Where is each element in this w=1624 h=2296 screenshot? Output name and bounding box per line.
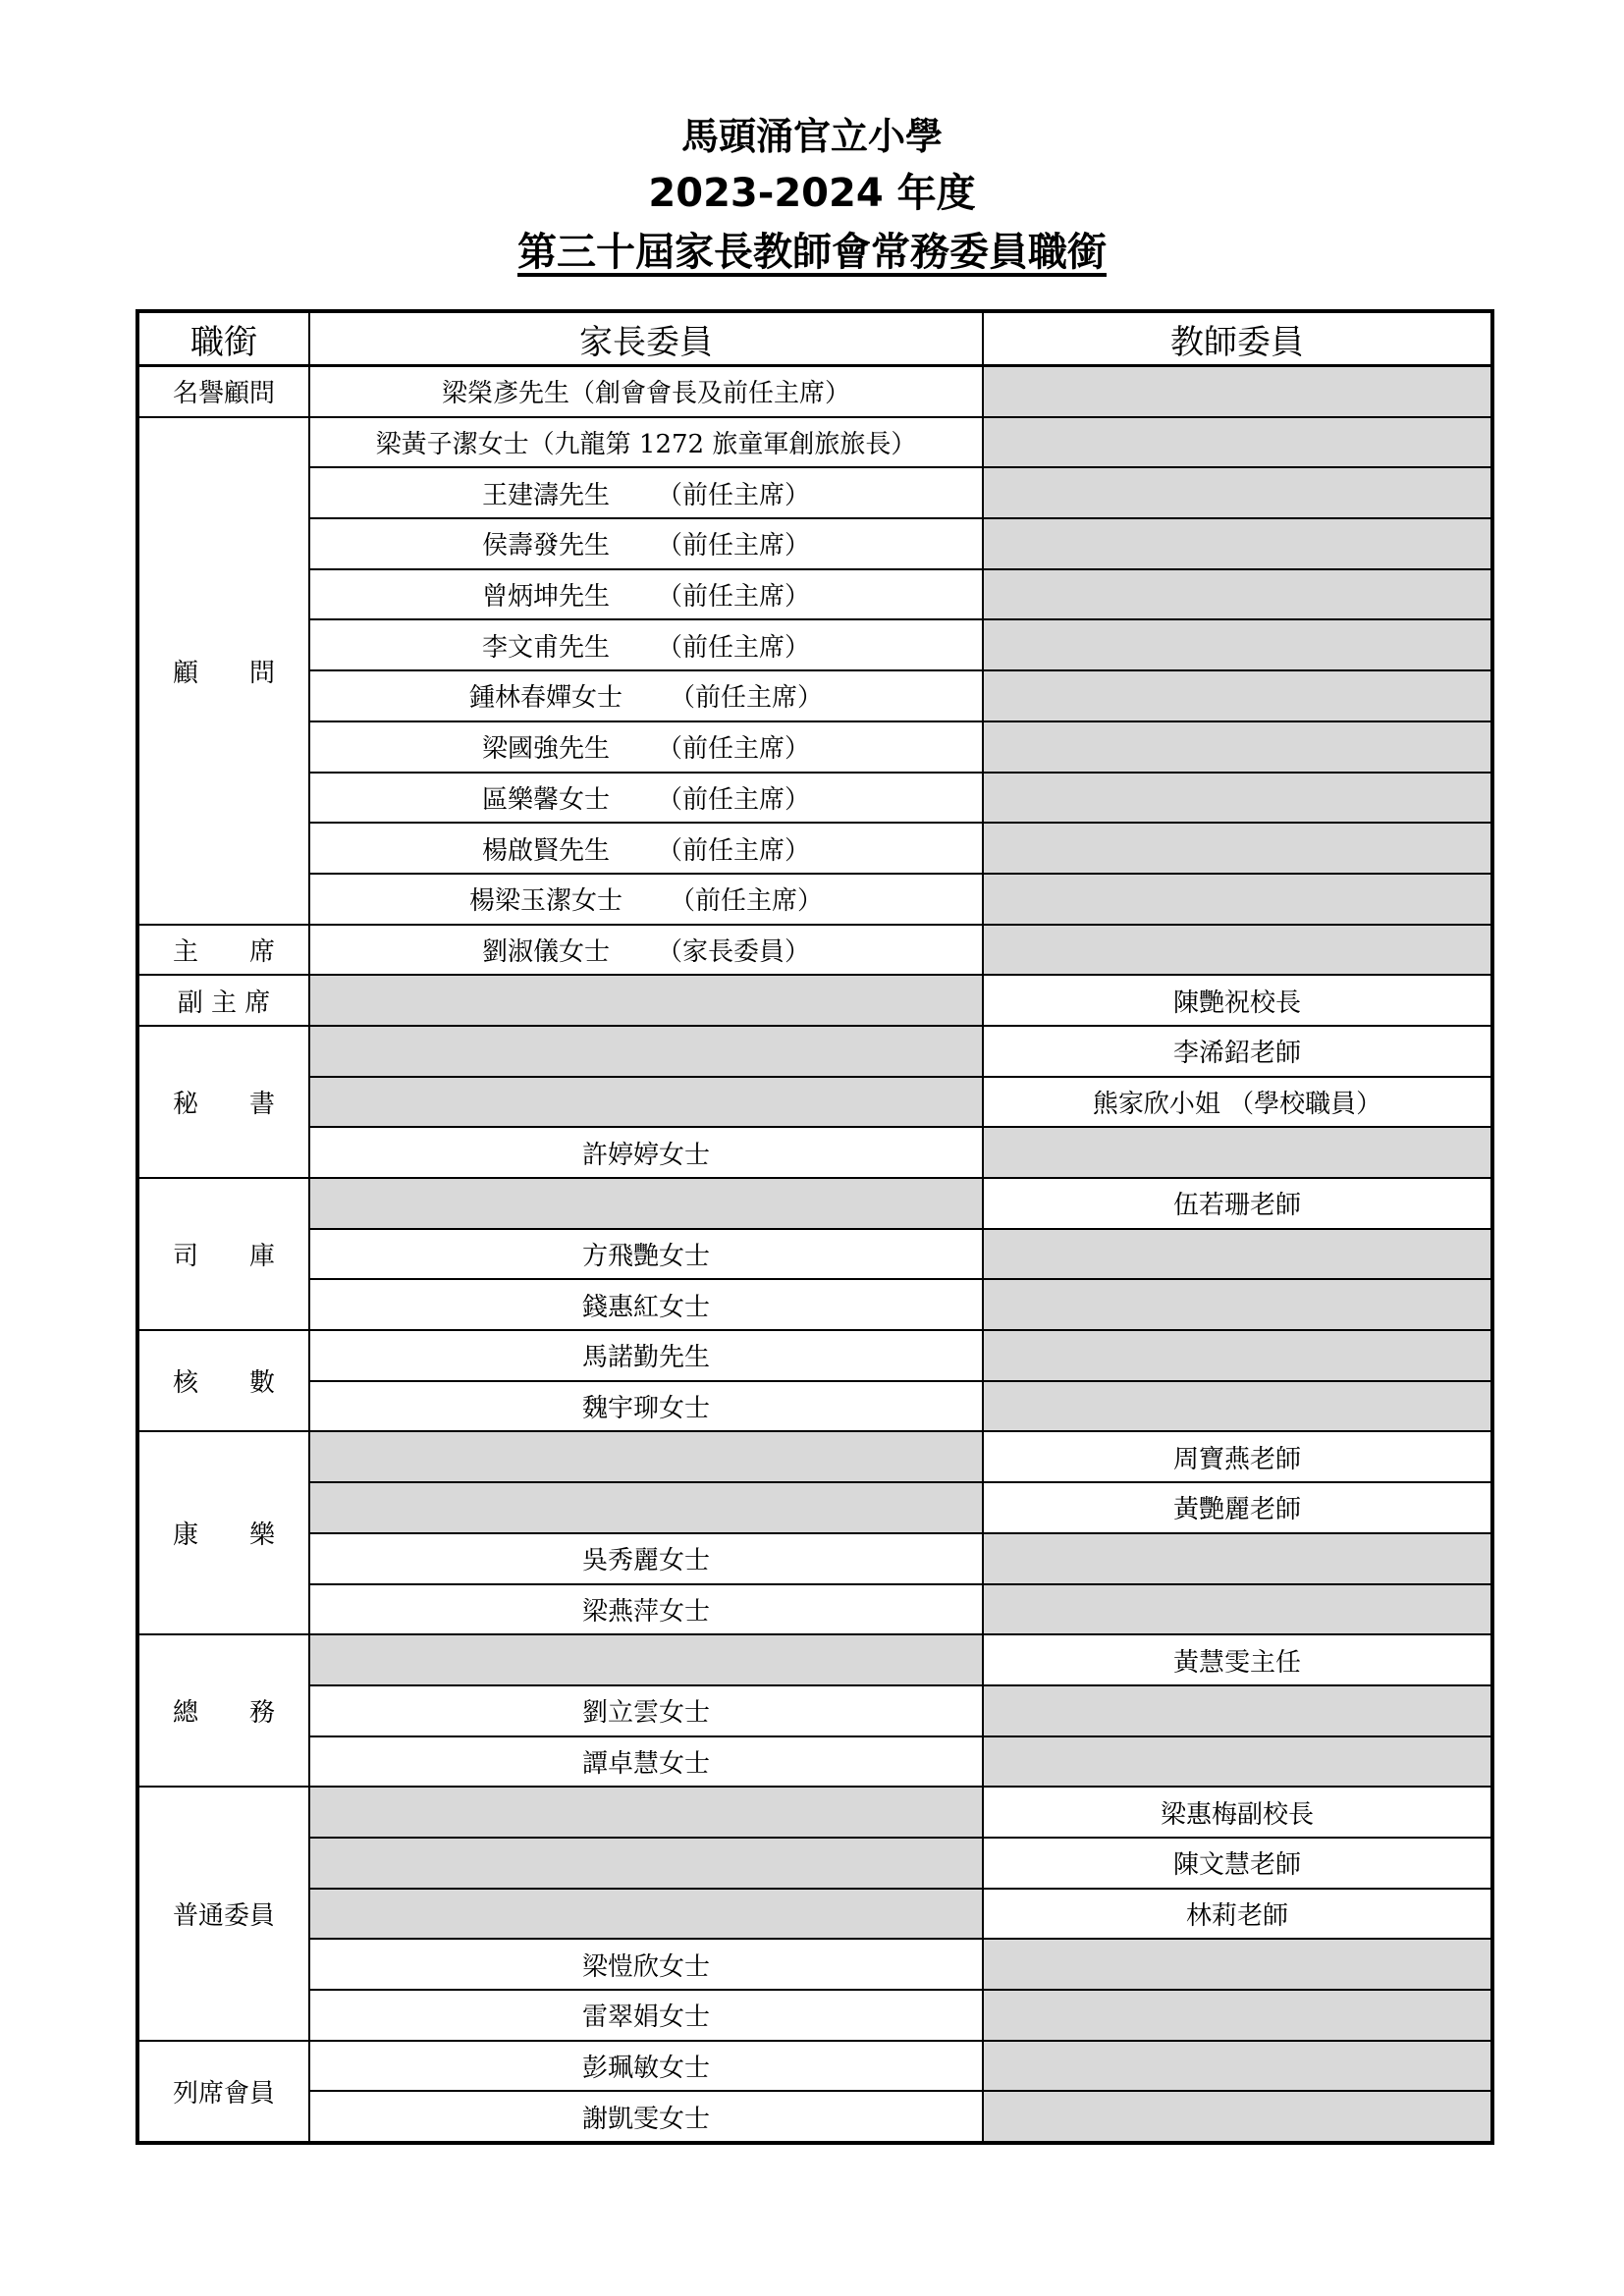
empty-cell [983, 1533, 1492, 1584]
empty-cell [983, 1584, 1492, 1635]
empty-cell [983, 569, 1492, 620]
parent-cell: 梁黃子潔女士（九龍第 1272 旅童軍創旅旅長） [309, 417, 983, 468]
empty-cell [309, 1634, 983, 1685]
empty-cell [309, 1787, 983, 1838]
empty-cell [983, 1127, 1492, 1178]
parent-cell [309, 823, 983, 874]
table-row [137, 1381, 1492, 1432]
parent-cell: 彭珮敏女士 [309, 2041, 983, 2092]
empty-cell [983, 1330, 1492, 1381]
parent-cell: 吳秀麗女士 [309, 1533, 983, 1584]
parent-cell: 梁愷欣女士 [309, 1939, 983, 1990]
parent-cell: 雷翠娟女士 [309, 1990, 983, 2041]
member-name: 劉淑儀女士 [481, 936, 610, 967]
table-row [137, 1838, 1492, 1889]
teacher-cell: 李浠鉊老師 [983, 1026, 1492, 1077]
empty-cell [983, 467, 1492, 518]
table-row [137, 1736, 1492, 1788]
parent-cell: 馬諾勤先生 [309, 1330, 983, 1381]
parent-cell [309, 619, 983, 670]
member-note: （前任主席） [657, 835, 811, 866]
table-row [137, 975, 1492, 1026]
table-row [137, 925, 1492, 976]
school-name: 馬頭涌官立小學 [680, 115, 943, 158]
table-row [137, 1533, 1492, 1584]
teacher-cell: 周寶燕老師 [983, 1431, 1492, 1482]
teacher-cell: 黃慧雯主任 [983, 1634, 1492, 1685]
empty-cell [983, 1685, 1492, 1736]
parent-cell [309, 467, 983, 518]
empty-cell [983, 366, 1492, 417]
table-row [137, 1330, 1492, 1381]
parent-cell: 劉立雲女士 [309, 1685, 983, 1736]
table-row [137, 1279, 1492, 1330]
member-name: 楊梁玉潔女士 [468, 886, 623, 917]
teacher-cell: 伍若珊老師 [983, 1178, 1492, 1229]
table-row [137, 1889, 1492, 1940]
empty-cell [983, 1990, 1492, 2041]
table-row [137, 366, 1492, 417]
table-row [137, 518, 1492, 569]
table-row [137, 1990, 1492, 2041]
empty-cell [983, 925, 1492, 976]
teacher-cell: 梁惠梅副校長 [983, 1787, 1492, 1838]
table-row [137, 1787, 1492, 1838]
table-row [137, 1584, 1492, 1635]
header-teacher-members: 教師委員 [983, 311, 1492, 366]
role-vice-chair: 副 主 席 [137, 975, 309, 1026]
school-year: 2023-2024 年度 [648, 171, 976, 216]
member-note: （家長委員） [657, 936, 811, 967]
parent-cell: 許婷婷女士 [309, 1127, 983, 1178]
empty-cell [983, 773, 1492, 824]
table-row [137, 773, 1492, 824]
empty-cell [309, 1077, 983, 1128]
teacher-cell: 黃艷麗老師 [983, 1482, 1492, 1533]
empty-cell [983, 1381, 1492, 1432]
member-note: （前任主席） [657, 784, 811, 815]
empty-cell [983, 670, 1492, 721]
table-row [137, 1127, 1492, 1178]
empty-cell [309, 1838, 983, 1889]
teacher-cell: 陳文慧老師 [983, 1838, 1492, 1889]
empty-cell [983, 1229, 1492, 1280]
parent-cell: 魏宇珋女士 [309, 1381, 983, 1432]
table-row [137, 874, 1492, 925]
table-row [137, 1939, 1492, 1990]
parent-cell: 梁燕萍女士 [309, 1584, 983, 1635]
table-row [137, 1077, 1492, 1128]
empty-cell [309, 975, 983, 1026]
parent-cell: 譚卓慧女士 [309, 1736, 983, 1788]
table-row [137, 1431, 1492, 1482]
member-name: 侯壽發先生 [481, 531, 610, 561]
table-row [137, 823, 1492, 874]
member-note: （前任主席） [657, 632, 811, 663]
member-note: （前任主席） [657, 582, 811, 613]
role-auditor: 核 數 [137, 1330, 309, 1431]
empty-cell [983, 619, 1492, 670]
empty-cell [309, 1431, 983, 1482]
table-row [137, 1026, 1492, 1077]
document-heading: 第三十屆家長教師會常務委員職銜 [517, 230, 1107, 275]
empty-cell [983, 1939, 1492, 1990]
table-row [137, 467, 1492, 518]
header-parent-members: 家長委員 [309, 311, 983, 366]
empty-cell [983, 417, 1492, 468]
committee-table [135, 309, 1494, 2145]
table-header-row [137, 311, 1492, 366]
member-name: 楊啟賢先生 [481, 835, 610, 866]
parent-cell [309, 925, 983, 976]
empty-cell [309, 1889, 983, 1940]
role-honorary: 名譽顧問 [137, 366, 309, 417]
parent-cell: 方飛艷女士 [309, 1229, 983, 1280]
teacher-cell: 林莉老師 [983, 1889, 1492, 1940]
member-note: （前任主席） [670, 683, 824, 714]
table-row [137, 1634, 1492, 1685]
empty-cell [983, 1736, 1492, 1788]
empty-cell [983, 721, 1492, 773]
role-recreation: 康 樂 [137, 1431, 309, 1634]
table-row [137, 721, 1492, 773]
member-note: （前任主席） [670, 886, 824, 917]
table-row [137, 1229, 1492, 1280]
role-secretary: 秘 書 [137, 1026, 309, 1178]
empty-cell [983, 2091, 1492, 2143]
member-note: （前任主席） [657, 734, 811, 765]
empty-cell [309, 1482, 983, 1533]
member-name: 區樂馨女士 [481, 784, 610, 815]
table-row [137, 1482, 1492, 1533]
empty-cell [983, 1279, 1492, 1330]
table-row [137, 2091, 1492, 2143]
empty-cell [983, 823, 1492, 874]
role-attending: 列席會員 [137, 2041, 309, 2143]
role-advisor: 顧 問 [137, 417, 309, 925]
teacher-cell: 陳艷祝校長 [983, 975, 1492, 1026]
empty-cell [983, 874, 1492, 925]
header-title: 職銜 [137, 311, 309, 366]
table-row [137, 1178, 1492, 1229]
parent-cell [309, 874, 983, 925]
table-row [137, 569, 1492, 620]
empty-cell [309, 1178, 983, 1229]
empty-cell [983, 518, 1492, 569]
member-name: 鍾林春嬋女士 [468, 683, 623, 714]
role-general-affairs: 總 務 [137, 1634, 309, 1787]
parent-cell [309, 721, 983, 773]
parent-cell [309, 773, 983, 824]
parent-cell: 梁榮彥先生（創會會長及前任主席） [309, 366, 983, 417]
member-name: 曾炳坤先生 [481, 582, 610, 613]
role-general-member: 普通委員 [137, 1787, 309, 2040]
parent-cell [309, 518, 983, 569]
empty-cell [983, 2041, 1492, 2092]
table-row [137, 2041, 1492, 2092]
member-note: （前任主席） [657, 531, 811, 561]
table-row [137, 1685, 1492, 1736]
empty-cell [309, 1026, 983, 1077]
parent-cell [309, 569, 983, 620]
role-chair: 主 席 [137, 925, 309, 976]
parent-cell: 錢惠紅女士 [309, 1279, 983, 1330]
teacher-cell: 熊家欣小姐 （學校職員） [983, 1077, 1492, 1128]
role-treasurer: 司 庫 [137, 1178, 309, 1330]
parent-cell [309, 670, 983, 721]
member-name: 王建濤先生 [481, 480, 610, 510]
member-name: 李文甫先生 [481, 632, 610, 663]
table-row [137, 619, 1492, 670]
table-row [137, 417, 1492, 468]
member-name: 梁國強先生 [481, 734, 610, 765]
parent-cell: 謝凱雯女士 [309, 2091, 983, 2143]
table-row [137, 670, 1492, 721]
member-note: （前任主席） [657, 480, 811, 510]
